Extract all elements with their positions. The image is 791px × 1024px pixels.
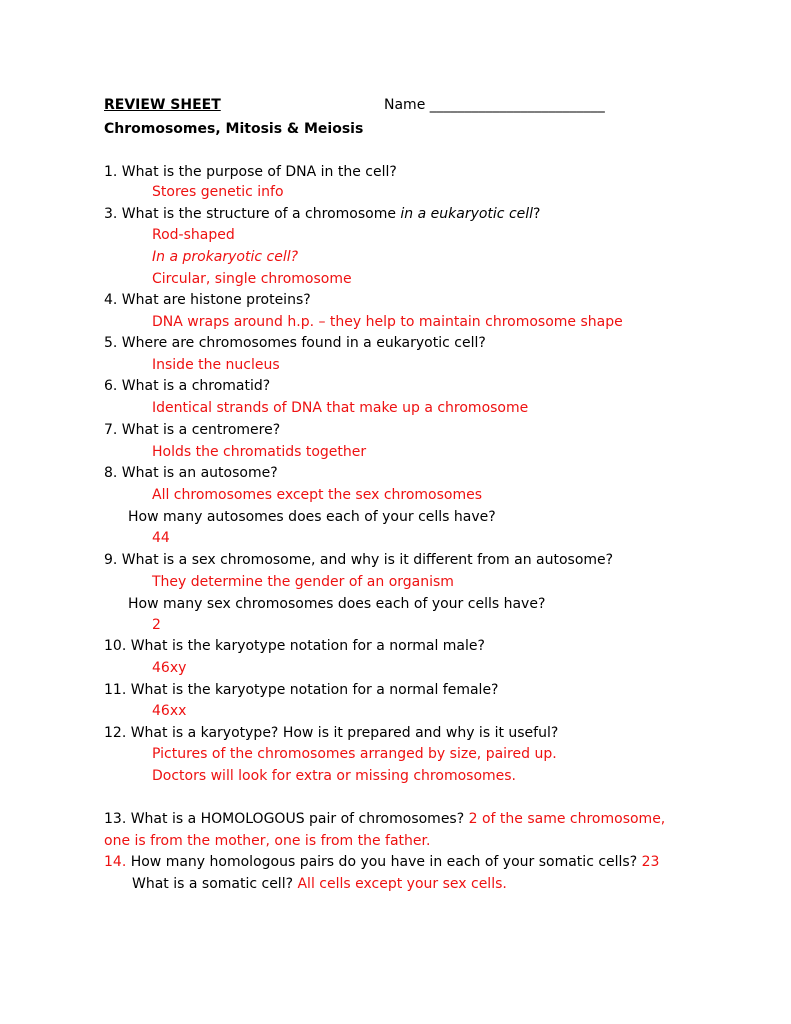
sub-answer-14: All cells except your sex cells. <box>297 876 507 892</box>
sub-question-8: How many autosomes does each of your cells have? <box>128 509 496 525</box>
answer-5: Inside the nucleus <box>152 357 280 373</box>
sub-question-9: How many sex chromosomes does each of your cells have? <box>128 596 546 612</box>
sub-answer-9: 2 <box>152 617 161 633</box>
answer-1: Stores genetic info <box>152 184 284 200</box>
name-label: Name <box>384 97 426 113</box>
question-13 <box>104 810 665 828</box>
answer-12-line-1: Pictures of the chromosomes arranged by size, paired up. <box>152 746 557 762</box>
question-4: 4. What are histone proteins? <box>104 292 311 308</box>
question-3-text: 3. What is the structure of a chromosome <box>104 206 401 222</box>
answer-9: They determine the gender of an organism <box>152 574 454 590</box>
question-12: 12. What is a karyotype? How is it prepared and why is it useful? <box>104 725 559 741</box>
question-9: 9. What is a sex chromosome, and why is it different from an autosome? <box>104 552 614 568</box>
question-13-text: 13. What is a HOMOLOGOUS pair of chromosomes? <box>104 811 469 827</box>
question-7: 7. What is a centromere? <box>104 422 281 438</box>
answer-3: Rod-shaped <box>152 227 235 243</box>
answer-12-line-2: Doctors will look for extra or missing chromosomes. <box>152 768 516 784</box>
question-11: 11. What is the karyotype notation for a normal female? <box>104 682 499 698</box>
question-8: 8. What is an autosome? <box>104 465 278 481</box>
question-5: 5. Where are chromosomes found in a eukaryotic cell? <box>104 335 486 351</box>
sub-answer-8: 44 <box>152 530 170 546</box>
question-3-italic: in a eukaryotic cell <box>400 206 534 222</box>
question-1: 1. What is the purpose of DNA in the cell? <box>104 164 397 180</box>
question-6: 6. What is a chromatid? <box>104 378 271 394</box>
question-14-text: How many homologous pairs do you have in each of your somatic cells? <box>126 854 642 870</box>
question-3 <box>104 205 540 223</box>
sub-question-14-text: What is a somatic cell? <box>132 876 298 892</box>
sub-question-3: In a prokaryotic cell? <box>152 249 299 265</box>
question-10: 10. What is the karyotype notation for a normal male? <box>104 638 485 654</box>
answer-10: 46xy <box>152 660 187 676</box>
question-14 <box>104 853 659 871</box>
sheet-title: REVIEW SHEET <box>104 97 221 113</box>
answer-11: 46xx <box>152 703 187 719</box>
sub-answer-3: Circular, single chromosome <box>152 271 352 287</box>
answer-6: Identical strands of DNA that make up a chromosome <box>152 400 529 416</box>
name-blank: _________________________ <box>429 97 605 113</box>
sheet-subtitle: Chromosomes, Mitosis & Meiosis <box>104 121 364 137</box>
answer-13-line-1: 2 of the same chromosome, <box>468 811 666 827</box>
answer-14: 23 <box>641 854 660 870</box>
answer-8: All chromosomes except the sex chromosomes <box>152 487 483 503</box>
question-3-end: ? <box>533 206 541 222</box>
answer-7: Holds the chromatids together <box>152 444 367 460</box>
question-14-number: 14. <box>104 854 127 870</box>
name-field <box>384 96 605 114</box>
answer-13-line-2: one is from the mother, one is from the father. <box>104 833 431 849</box>
sub-question-14 <box>132 875 507 893</box>
answer-4: DNA wraps around h.p. – they help to maintain chromosome shape <box>152 314 623 330</box>
